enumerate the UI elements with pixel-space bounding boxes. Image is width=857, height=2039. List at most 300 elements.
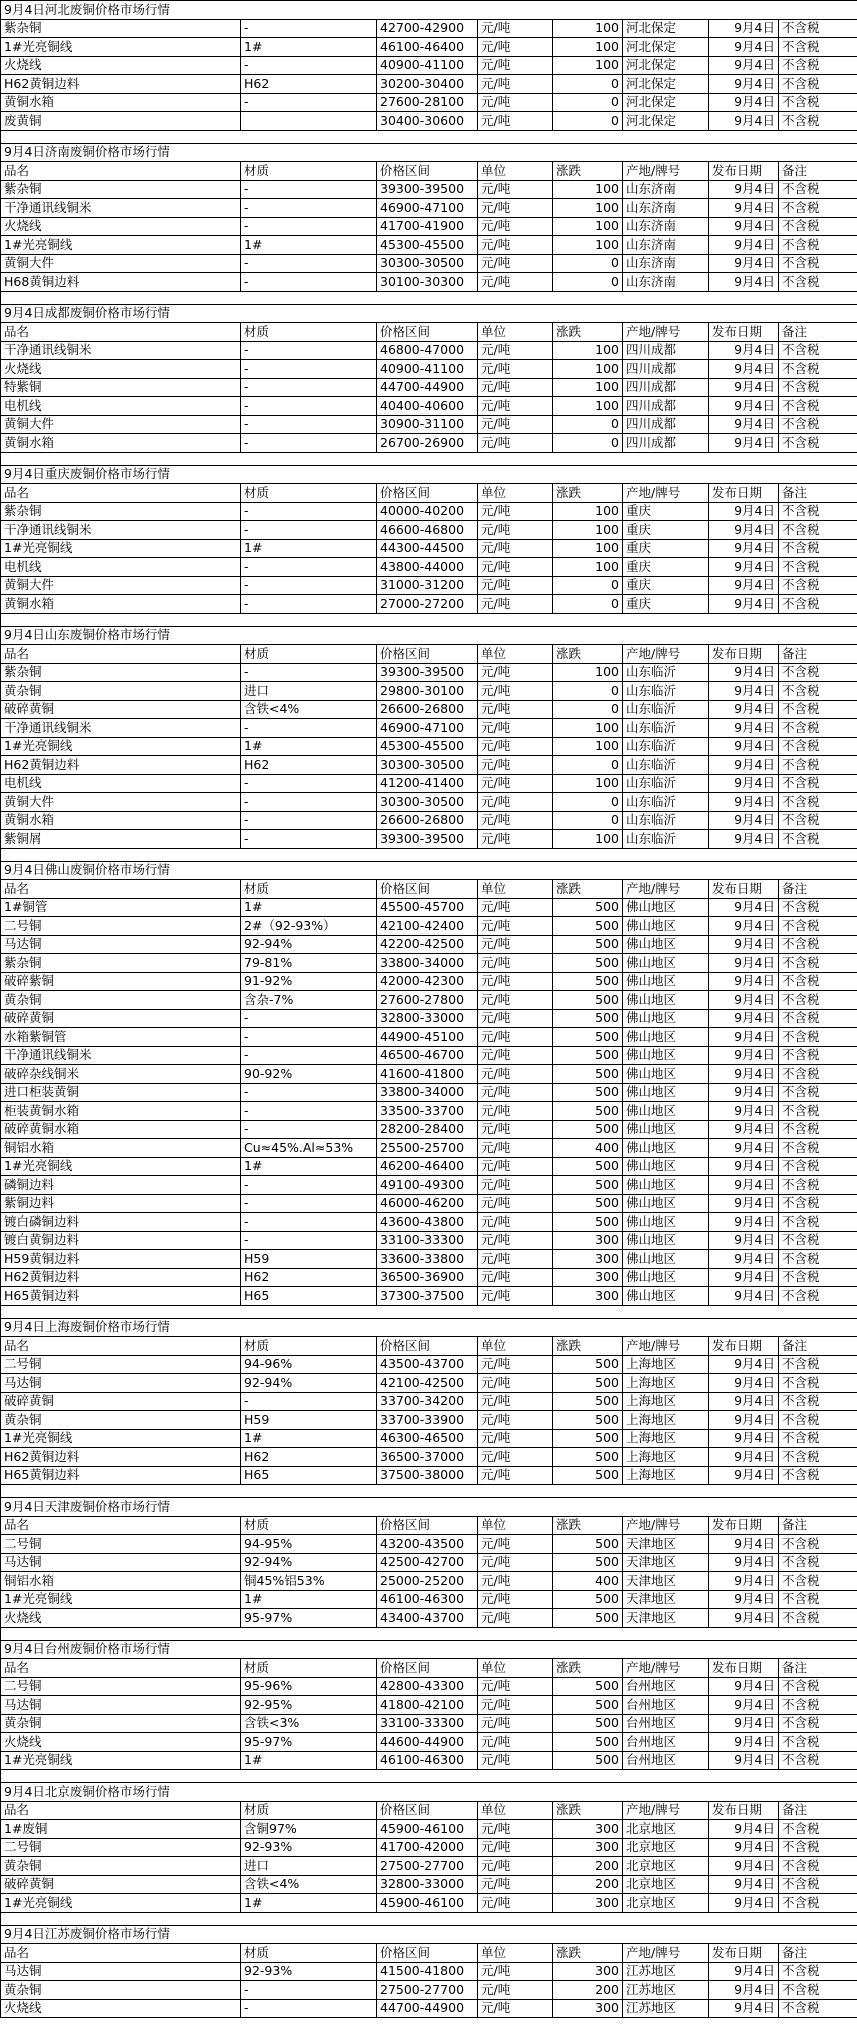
cell-remark: 不含税 bbox=[779, 682, 857, 701]
header-material: 材质 bbox=[241, 162, 377, 181]
cell-material: - bbox=[241, 415, 377, 434]
cell-remark: 不含税 bbox=[779, 1733, 857, 1752]
cell-unit: 元/吨 bbox=[478, 682, 553, 701]
cell-item-name: 黄铜大件 bbox=[1, 415, 241, 434]
cell-price-range: 27500-27700 bbox=[377, 1981, 478, 2000]
header-unit: 单位 bbox=[478, 645, 553, 664]
section-spacer bbox=[1, 291, 857, 304]
header-origin: 产地/牌号 bbox=[623, 484, 709, 503]
table-row bbox=[1, 75, 857, 94]
cell-price-range: 44900-45100 bbox=[377, 1028, 478, 1047]
cell-item-name: 黄杂铜 bbox=[1, 682, 241, 701]
cell-origin: 山东济南 bbox=[623, 273, 709, 292]
header-item-name: 品名 bbox=[1, 1944, 241, 1963]
cell-material: 含铁<4% bbox=[241, 1875, 377, 1894]
cell-publish-date: 9月4日 bbox=[709, 1287, 779, 1306]
table-row bbox=[1, 1065, 857, 1084]
cell-price-range: 44300-44500 bbox=[377, 539, 478, 558]
cell-publish-date: 9月4日 bbox=[709, 1981, 779, 2000]
cell-item-name: 二号铜 bbox=[1, 917, 241, 936]
header-price-range: 价格区间 bbox=[377, 1516, 478, 1535]
cell-item-name: 1#光亮铜线 bbox=[1, 1157, 241, 1176]
cell-change: 500 bbox=[553, 1751, 623, 1770]
cell-item-name: 铜铝水箱 bbox=[1, 1139, 241, 1158]
cell-remark: 不含税 bbox=[779, 1875, 857, 1894]
cell-item-name: 黄杂铜 bbox=[1, 1857, 241, 1876]
cell-remark: 不含税 bbox=[779, 38, 857, 57]
cell-price-range: 42500-42700 bbox=[377, 1553, 478, 1572]
table-row bbox=[1, 397, 857, 416]
header-material: 材质 bbox=[241, 1801, 377, 1820]
cell-change: 500 bbox=[553, 917, 623, 936]
cell-remark: 不含税 bbox=[779, 1981, 857, 2000]
section-title-row bbox=[1, 304, 857, 323]
cell-item-name: 干净通讯线铜米 bbox=[1, 341, 241, 360]
cell-unit: 元/吨 bbox=[478, 898, 553, 917]
spacer-cell bbox=[1, 291, 857, 304]
cell-price-range: 46100-46400 bbox=[377, 38, 478, 57]
header-remark: 备注 bbox=[779, 645, 857, 664]
cell-unit: 元/吨 bbox=[478, 1429, 553, 1448]
cell-origin: 北京地区 bbox=[623, 1820, 709, 1839]
cell-publish-date: 9月4日 bbox=[709, 1083, 779, 1102]
cell-origin: 佛山地区 bbox=[623, 1194, 709, 1213]
cell-publish-date: 9月4日 bbox=[709, 1553, 779, 1572]
header-change: 涨跌 bbox=[553, 162, 623, 181]
spacer-cell bbox=[1, 1485, 857, 1498]
section-spacer bbox=[1, 613, 857, 626]
section-title-row bbox=[1, 626, 857, 645]
cell-price-range: 46600-46800 bbox=[377, 521, 478, 540]
cell-origin: 佛山地区 bbox=[623, 1009, 709, 1028]
table-row bbox=[1, 521, 857, 540]
cell-change: 500 bbox=[553, 1194, 623, 1213]
cell-remark: 不含税 bbox=[779, 397, 857, 416]
cell-publish-date: 9月4日 bbox=[709, 756, 779, 775]
cell-item-name: 黄杂铜 bbox=[1, 1411, 241, 1430]
cell-origin: 上海地区 bbox=[623, 1448, 709, 1467]
cell-origin: 佛山地区 bbox=[623, 917, 709, 936]
cell-change: 100 bbox=[553, 19, 623, 38]
table-row bbox=[1, 38, 857, 57]
header-row bbox=[1, 1516, 857, 1535]
header-row bbox=[1, 880, 857, 899]
cell-publish-date: 9月4日 bbox=[709, 502, 779, 521]
cell-publish-date: 9月4日 bbox=[709, 1466, 779, 1485]
cell-material: 1# bbox=[241, 1894, 377, 1913]
table-row bbox=[1, 774, 857, 793]
cell-origin: 四川成都 bbox=[623, 397, 709, 416]
cell-publish-date: 9月4日 bbox=[709, 1157, 779, 1176]
cell-remark: 不含税 bbox=[779, 254, 857, 273]
header-material: 材质 bbox=[241, 645, 377, 664]
cell-remark: 不含税 bbox=[779, 19, 857, 38]
cell-price-range: 40900-41100 bbox=[377, 360, 478, 379]
cell-remark: 不含税 bbox=[779, 236, 857, 255]
cell-unit: 元/吨 bbox=[478, 1572, 553, 1591]
cell-material: - bbox=[241, 93, 377, 112]
header-row bbox=[1, 484, 857, 503]
cell-publish-date: 9月4日 bbox=[709, 75, 779, 94]
table-row bbox=[1, 1355, 857, 1374]
cell-remark: 不含税 bbox=[779, 502, 857, 521]
cell-price-range: 45900-46100 bbox=[377, 1894, 478, 1913]
cell-origin: 山东临沂 bbox=[623, 700, 709, 719]
cell-origin: 佛山地区 bbox=[623, 1065, 709, 1084]
cell-remark: 不含税 bbox=[779, 360, 857, 379]
cell-unit: 元/吨 bbox=[478, 1535, 553, 1554]
cell-item-name: 1#光亮铜线 bbox=[1, 1751, 241, 1770]
header-material: 材质 bbox=[241, 1337, 377, 1356]
cell-item-name: 紫杂铜 bbox=[1, 502, 241, 521]
cell-remark: 不含税 bbox=[779, 1696, 857, 1715]
cell-item-name: 水箱紫铜管 bbox=[1, 1028, 241, 1047]
table-row bbox=[1, 1411, 857, 1430]
cell-price-range: 42200-42500 bbox=[377, 935, 478, 954]
cell-material: - bbox=[241, 199, 377, 218]
cell-origin: 四川成都 bbox=[623, 378, 709, 397]
cell-price-range: 27600-28100 bbox=[377, 93, 478, 112]
cell-item-name: 干净通讯线铜米 bbox=[1, 521, 241, 540]
cell-unit: 元/吨 bbox=[478, 112, 553, 131]
cell-unit: 元/吨 bbox=[478, 180, 553, 199]
section-title-row bbox=[1, 465, 857, 484]
cell-item-name: 1#光亮铜线 bbox=[1, 38, 241, 57]
cell-unit: 元/吨 bbox=[478, 830, 553, 849]
cell-change: 500 bbox=[553, 1028, 623, 1047]
cell-change: 0 bbox=[553, 112, 623, 131]
cell-unit: 元/吨 bbox=[478, 434, 553, 453]
table-row bbox=[1, 1751, 857, 1770]
cell-publish-date: 9月4日 bbox=[709, 1857, 779, 1876]
cell-change: 0 bbox=[553, 75, 623, 94]
cell-unit: 元/吨 bbox=[478, 1250, 553, 1269]
cell-unit: 元/吨 bbox=[478, 1028, 553, 1047]
cell-change: 500 bbox=[553, 935, 623, 954]
cell-change: 0 bbox=[553, 576, 623, 595]
cell-remark: 不含税 bbox=[779, 576, 857, 595]
cell-unit: 元/吨 bbox=[478, 774, 553, 793]
cell-publish-date: 9月4日 bbox=[709, 1120, 779, 1139]
header-item-name: 品名 bbox=[1, 323, 241, 342]
table-row bbox=[1, 1028, 857, 1047]
cell-material: 91-92% bbox=[241, 972, 377, 991]
header-remark: 备注 bbox=[779, 1337, 857, 1356]
cell-publish-date: 9月4日 bbox=[709, 663, 779, 682]
cell-publish-date: 9月4日 bbox=[709, 180, 779, 199]
header-origin: 产地/牌号 bbox=[623, 1659, 709, 1678]
table-row bbox=[1, 1268, 857, 1287]
cell-origin: 山东济南 bbox=[623, 236, 709, 255]
cell-publish-date: 9月4日 bbox=[709, 1268, 779, 1287]
cell-unit: 元/吨 bbox=[478, 502, 553, 521]
cell-item-name: 磷铜边料 bbox=[1, 1176, 241, 1195]
table-row bbox=[1, 112, 857, 131]
cell-unit: 元/吨 bbox=[478, 737, 553, 756]
cell-unit: 元/吨 bbox=[478, 521, 553, 540]
cell-item-name: H59黄铜边料 bbox=[1, 1250, 241, 1269]
cell-item-name: H65黄铜边料 bbox=[1, 1466, 241, 1485]
section-title-row bbox=[1, 861, 857, 880]
cell-item-name: 特紫铜 bbox=[1, 378, 241, 397]
cell-origin: 台州地区 bbox=[623, 1751, 709, 1770]
cell-publish-date: 9月4日 bbox=[709, 199, 779, 218]
header-row bbox=[1, 645, 857, 664]
cell-material: 94-96% bbox=[241, 1355, 377, 1374]
cell-price-range: 40400-40600 bbox=[377, 397, 478, 416]
spacer-cell bbox=[1, 1627, 857, 1640]
cell-remark: 不含税 bbox=[779, 1857, 857, 1876]
cell-unit: 元/吨 bbox=[478, 1392, 553, 1411]
header-publish-date: 发布日期 bbox=[709, 1337, 779, 1356]
cell-unit: 元/吨 bbox=[478, 1120, 553, 1139]
cell-material: - bbox=[241, 434, 377, 453]
cell-origin: 山东临沂 bbox=[623, 811, 709, 830]
table-row bbox=[1, 719, 857, 738]
cell-change: 500 bbox=[553, 1466, 623, 1485]
cell-publish-date: 9月4日 bbox=[709, 576, 779, 595]
cell-remark: 不含税 bbox=[779, 774, 857, 793]
header-publish-date: 发布日期 bbox=[709, 1516, 779, 1535]
header-remark: 备注 bbox=[779, 484, 857, 503]
section-title-row bbox=[1, 1498, 857, 1517]
cell-origin: 重庆 bbox=[623, 558, 709, 577]
cell-remark: 不含税 bbox=[779, 1213, 857, 1232]
cell-item-name: 电机线 bbox=[1, 558, 241, 577]
cell-material: 1# bbox=[241, 1751, 377, 1770]
cell-item-name: 火烧线 bbox=[1, 56, 241, 75]
cell-item-name: 黄铜水箱 bbox=[1, 595, 241, 614]
cell-publish-date: 9月4日 bbox=[709, 830, 779, 849]
header-material: 材质 bbox=[241, 1944, 377, 1963]
cell-remark: 不含税 bbox=[779, 415, 857, 434]
cell-origin: 山东临沂 bbox=[623, 793, 709, 812]
cell-material: 1# bbox=[241, 1157, 377, 1176]
cell-price-range: 42700-42900 bbox=[377, 19, 478, 38]
cell-price-range: 46000-46200 bbox=[377, 1194, 478, 1213]
cell-unit: 元/吨 bbox=[478, 93, 553, 112]
cell-price-range: 46900-47100 bbox=[377, 719, 478, 738]
cell-unit: 元/吨 bbox=[478, 1231, 553, 1250]
cell-price-range: 40000-40200 bbox=[377, 502, 478, 521]
cell-item-name: H62黄铜边料 bbox=[1, 1448, 241, 1467]
section-title: 9月4日天津废铜价格市场行情 bbox=[1, 1498, 857, 1517]
cell-material: - bbox=[241, 254, 377, 273]
cell-publish-date: 9月4日 bbox=[709, 1714, 779, 1733]
cell-unit: 元/吨 bbox=[478, 56, 553, 75]
table-row bbox=[1, 1429, 857, 1448]
table-row bbox=[1, 1466, 857, 1485]
cell-price-range: 31000-31200 bbox=[377, 576, 478, 595]
cell-material: - bbox=[241, 595, 377, 614]
header-unit: 单位 bbox=[478, 880, 553, 899]
table-row bbox=[1, 93, 857, 112]
header-row bbox=[1, 1801, 857, 1820]
cell-remark: 不含税 bbox=[779, 1448, 857, 1467]
cell-origin: 山东临沂 bbox=[623, 682, 709, 701]
cell-material: - bbox=[241, 1981, 377, 2000]
cell-remark: 不含税 bbox=[779, 1820, 857, 1839]
cell-material: 95-97% bbox=[241, 1733, 377, 1752]
section-title-row bbox=[1, 1, 857, 20]
header-item-name: 品名 bbox=[1, 484, 241, 503]
cell-material: H65 bbox=[241, 1287, 377, 1306]
cell-unit: 元/吨 bbox=[478, 397, 553, 416]
cell-price-range: 46300-46500 bbox=[377, 1429, 478, 1448]
header-unit: 单位 bbox=[478, 1516, 553, 1535]
cell-change: 200 bbox=[553, 1875, 623, 1894]
cell-unit: 元/吨 bbox=[478, 1696, 553, 1715]
header-price-range: 价格区间 bbox=[377, 484, 478, 503]
header-publish-date: 发布日期 bbox=[709, 880, 779, 899]
cell-item-name: 干净通讯线铜米 bbox=[1, 719, 241, 738]
cell-publish-date: 9月4日 bbox=[709, 1999, 779, 2018]
cell-publish-date: 9月4日 bbox=[709, 972, 779, 991]
cell-price-range: 27000-27200 bbox=[377, 595, 478, 614]
cell-change: 100 bbox=[553, 180, 623, 199]
header-material: 材质 bbox=[241, 880, 377, 899]
section-title-row bbox=[1, 143, 857, 162]
table-row bbox=[1, 935, 857, 954]
cell-unit: 元/吨 bbox=[478, 663, 553, 682]
cell-remark: 不含税 bbox=[779, 595, 857, 614]
cell-material: - bbox=[241, 217, 377, 236]
table-row bbox=[1, 180, 857, 199]
cell-change: 100 bbox=[553, 341, 623, 360]
cell-change: 500 bbox=[553, 1046, 623, 1065]
cell-change: 100 bbox=[553, 558, 623, 577]
cell-origin: 佛山地区 bbox=[623, 1176, 709, 1195]
cell-change: 100 bbox=[553, 38, 623, 57]
cell-publish-date: 9月4日 bbox=[709, 1250, 779, 1269]
section-spacer bbox=[1, 848, 857, 861]
cell-origin: 四川成都 bbox=[623, 434, 709, 453]
header-change: 涨跌 bbox=[553, 323, 623, 342]
cell-origin: 重庆 bbox=[623, 539, 709, 558]
cell-publish-date: 9月4日 bbox=[709, 1176, 779, 1195]
cell-material: - bbox=[241, 1046, 377, 1065]
cell-price-range: 45300-45500 bbox=[377, 737, 478, 756]
table-row bbox=[1, 1572, 857, 1591]
cell-material: 90-92% bbox=[241, 1065, 377, 1084]
price-table-body bbox=[1, 1, 857, 2018]
header-unit: 单位 bbox=[478, 162, 553, 181]
cell-unit: 元/吨 bbox=[478, 1590, 553, 1609]
cell-material: - bbox=[241, 180, 377, 199]
header-change: 涨跌 bbox=[553, 1659, 623, 1678]
cell-material: Cu≈45%.Al≈53% bbox=[241, 1139, 377, 1158]
cell-origin: 北京地区 bbox=[623, 1875, 709, 1894]
table-row bbox=[1, 991, 857, 1010]
cell-origin: 北京地区 bbox=[623, 1894, 709, 1913]
cell-origin: 四川成都 bbox=[623, 341, 709, 360]
table-row bbox=[1, 415, 857, 434]
table-row bbox=[1, 1820, 857, 1839]
table-row bbox=[1, 917, 857, 936]
cell-origin: 台州地区 bbox=[623, 1696, 709, 1715]
section-title: 9月4日山东废铜价格市场行情 bbox=[1, 626, 857, 645]
cell-origin: 河北保定 bbox=[623, 38, 709, 57]
cell-change: 500 bbox=[553, 1411, 623, 1430]
cell-item-name: 紫杂铜 bbox=[1, 954, 241, 973]
table-row bbox=[1, 1139, 857, 1158]
cell-change: 0 bbox=[553, 682, 623, 701]
cell-price-range: 42800-43300 bbox=[377, 1677, 478, 1696]
cell-unit: 元/吨 bbox=[478, 793, 553, 812]
cell-origin: 佛山地区 bbox=[623, 1250, 709, 1269]
cell-item-name: 二号铜 bbox=[1, 1838, 241, 1857]
cell-remark: 不含税 bbox=[779, 1429, 857, 1448]
header-unit: 单位 bbox=[478, 323, 553, 342]
cell-material: 进口 bbox=[241, 1857, 377, 1876]
cell-price-range: 41700-41900 bbox=[377, 217, 478, 236]
header-change: 涨跌 bbox=[553, 484, 623, 503]
cell-item-name: 火烧线 bbox=[1, 360, 241, 379]
header-change: 涨跌 bbox=[553, 1337, 623, 1356]
header-row bbox=[1, 162, 857, 181]
cell-material bbox=[241, 112, 377, 131]
cell-unit: 元/吨 bbox=[478, 811, 553, 830]
table-row bbox=[1, 199, 857, 218]
cell-publish-date: 9月4日 bbox=[709, 360, 779, 379]
cell-material: 92-94% bbox=[241, 935, 377, 954]
cell-origin: 山东临沂 bbox=[623, 756, 709, 775]
header-row bbox=[1, 1944, 857, 1963]
table-row bbox=[1, 19, 857, 38]
cell-unit: 元/吨 bbox=[478, 236, 553, 255]
cell-origin: 山东临沂 bbox=[623, 830, 709, 849]
cell-price-range: 28200-28400 bbox=[377, 1120, 478, 1139]
table-row bbox=[1, 1875, 857, 1894]
cell-material: 含铁<3% bbox=[241, 1714, 377, 1733]
cell-price-range: 44700-44900 bbox=[377, 1999, 478, 2018]
cell-unit: 元/吨 bbox=[478, 1287, 553, 1306]
cell-remark: 不含税 bbox=[779, 1028, 857, 1047]
cell-change: 0 bbox=[553, 93, 623, 112]
cell-price-range: 45900-46100 bbox=[377, 1820, 478, 1839]
cell-publish-date: 9月4日 bbox=[709, 793, 779, 812]
section-title: 9月4日成都废铜价格市场行情 bbox=[1, 304, 857, 323]
cell-material: H62 bbox=[241, 1448, 377, 1467]
cell-origin: 佛山地区 bbox=[623, 972, 709, 991]
cell-change: 100 bbox=[553, 663, 623, 682]
cell-change: 500 bbox=[553, 1009, 623, 1028]
cell-unit: 元/吨 bbox=[478, 1157, 553, 1176]
section-title: 9月4日济南废铜价格市场行情 bbox=[1, 143, 857, 162]
header-price-range: 价格区间 bbox=[377, 1659, 478, 1678]
cell-unit: 元/吨 bbox=[478, 1355, 553, 1374]
cell-origin: 山东济南 bbox=[623, 199, 709, 218]
header-origin: 产地/牌号 bbox=[623, 323, 709, 342]
cell-item-name: 干净通讯线铜米 bbox=[1, 199, 241, 218]
header-origin: 产地/牌号 bbox=[623, 162, 709, 181]
cell-price-range: 37300-37500 bbox=[377, 1287, 478, 1306]
cell-publish-date: 9月4日 bbox=[709, 1139, 779, 1158]
cell-remark: 不含税 bbox=[779, 539, 857, 558]
cell-unit: 元/吨 bbox=[478, 1083, 553, 1102]
cell-remark: 不含税 bbox=[779, 1102, 857, 1121]
cell-publish-date: 9月4日 bbox=[709, 521, 779, 540]
cell-price-range: 45500-45700 bbox=[377, 898, 478, 917]
cell-publish-date: 9月4日 bbox=[709, 898, 779, 917]
header-price-range: 价格区间 bbox=[377, 1337, 478, 1356]
cell-unit: 元/吨 bbox=[478, 1466, 553, 1485]
cell-remark: 不含税 bbox=[779, 737, 857, 756]
cell-remark: 不含税 bbox=[779, 811, 857, 830]
cell-change: 0 bbox=[553, 434, 623, 453]
header-origin: 产地/牌号 bbox=[623, 1516, 709, 1535]
section-title: 9月4日江苏废铜价格市场行情 bbox=[1, 1925, 857, 1944]
